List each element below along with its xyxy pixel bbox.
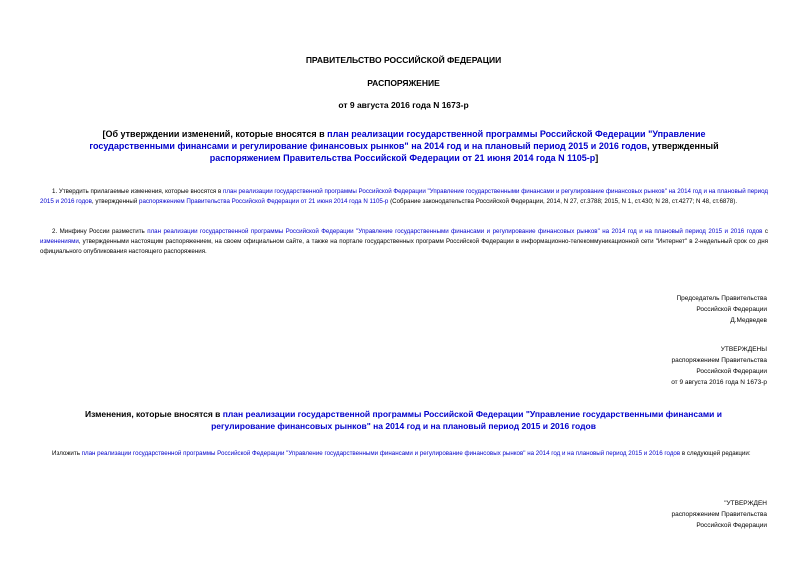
p3-plan-link[interactable]: план реализации государственной программы Российской Федерации "Управление государственными финансами и регулирование финансовых рынков" на 2014 год и на плановый период 2015 и 2016 годов (81, 450, 681, 457)
p1-text-3: (Собрание законодательства Российской Федерации, 2014, N 27, ст.3788; 2015, N 1, ст.430; N 28, ст.4277; N 48, ст.6878). (388, 198, 738, 205)
approval2-line-2: распоряжением Правительства (671, 511, 767, 518)
heading-plan-link[interactable]: план реализации государственной программы Российской Федерации "Управление государственными финансами и регулирование финансовых рынков" на 2014 год и на плановый период 2015 и 2016 годов (89, 129, 706, 151)
p1-text-1: 1. Утвердить прилагаемые изменения, которые вносятся в (52, 188, 224, 195)
changes-heading (60, 408, 747, 432)
approval-stamp (671, 344, 767, 388)
approval-line-2: распоряжением Правительства (671, 357, 767, 364)
approval2-line-3: Российской Федерации (696, 522, 767, 529)
p1-text-2: , утвержденный (91, 198, 140, 205)
heading-order-link[interactable]: распоряжением Правительства Российской Федерации от 21 июня 2014 года N 1105-р (209, 153, 596, 163)
p2-text-1: 2. Минфину России разместить (52, 228, 148, 235)
government-title: ПРАВИТЕЛЬСТВО РОССИЙСКОЙ ФЕДЕРАЦИИ (305, 55, 502, 65)
signature-position: Председатель Правительства (676, 295, 767, 302)
changes-text-1: Изменения, которые вносятся в (85, 409, 223, 419)
document-date: от 9 августа 2016 года N 1673-р (338, 100, 469, 110)
signature-country: Российской Федерации (696, 306, 767, 313)
p1-order-link[interactable]: распоряжением Правительства Российской Федерации от 21 июня 2014 года N 1105-р (139, 198, 389, 205)
heading-text-3: ] (595, 153, 599, 163)
p2-changes-link[interactable]: изменениями (40, 238, 79, 245)
signature-block (676, 293, 767, 326)
heading-text-2: , утвержденный (647, 141, 719, 151)
changes-plan-link[interactable]: план реализации государственной программы Российской Федерации "Управление государственными финансами и регулирование финансовых рынков" на 2014 год и на плановый период 2015 и 2016 годов (211, 409, 722, 431)
approval2-title: "УТВЕРЖДЕН (724, 500, 767, 507)
p3-text-1: Изложить (52, 450, 82, 457)
approval-stamp-2 (672, 498, 767, 531)
document-heading (70, 128, 738, 164)
p3-text-2: в следующей редакции: (680, 450, 751, 457)
p2-plan-link[interactable]: план реализации государственной программы Российской Федерации "Управление государственными финансами и регулирование финансовых рынков" на 2014 год и на плановый период 2015 и 2016 годов (147, 228, 763, 235)
p2-text-2: с (762, 228, 768, 235)
approval-date: от 9 августа 2016 года N 1673-р (671, 379, 767, 386)
paragraph-2 (40, 227, 768, 257)
paragraph-1 (40, 187, 768, 207)
document-type: РАСПОРЯЖЕНИЕ (367, 78, 440, 88)
paragraph-3 (40, 449, 768, 459)
approval-title: УТВЕРЖДЕНЫ (720, 346, 767, 353)
p2-text-3: , утвержденными настоящим распоряжением, на своем официальном сайте, а также на портале государственных программ Российской Федерации в информационно-телекоммуникационной сети "Интернет" в 2-недельный срок со дня официального опубликования настоящего распоряжения. (40, 238, 768, 255)
p1-plan-link[interactable]: план реализации государственной программы Российской Федерации "Управление государственными финансами и регулирование финансовых рынков" на 2014 год и на плановый период 2015 и 2016 годов (40, 188, 768, 205)
heading-text-1: [Об утверждении изменений, которые вносятся в (102, 129, 328, 139)
approval-line-3: Российской Федерации (696, 368, 767, 375)
signature-name: Д.Медведев (730, 317, 767, 324)
